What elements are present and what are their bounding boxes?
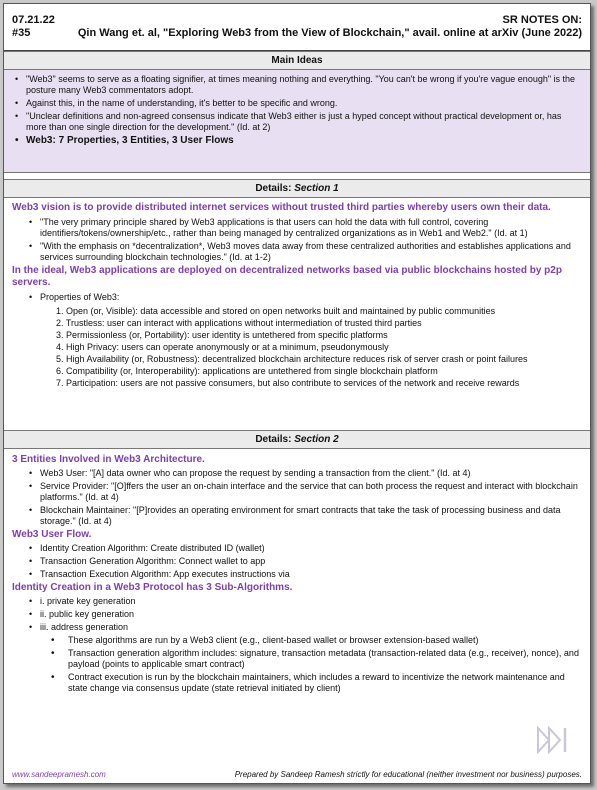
list-item: • ii. public key generation bbox=[26, 609, 586, 620]
list-item: • Blockchain Maintainer: "[P]rovides an operating environment for smart contracts that take the task of processing business and data storage." (Id. at 4) bbox=[26, 505, 586, 527]
list-item: • These algorithms are run by a Web3 client (e.g., client-based wallet or browser extension-based wallet) bbox=[48, 635, 586, 646]
list-item: • "Web3" seems to serve as a floating signifier, at times meaning nothing and everything. "You can't be wrong if you're vague enough" is the posture many Web3 commentators adopt. bbox=[12, 74, 582, 96]
list-item: • Web3 User: "[A] data owner who can propose the request by sending a transaction from the client." (Id. at 4) bbox=[26, 468, 586, 479]
section2-bar bbox=[4, 430, 590, 449]
note-number: #35 bbox=[12, 27, 31, 39]
header-right bbox=[78, 14, 582, 40]
section2-heading1: 3 Entities Involved in Web3 Architecture. bbox=[12, 454, 205, 465]
header-left bbox=[12, 14, 55, 40]
section2-heading2: Web3 User Flow. bbox=[12, 529, 92, 540]
section2-heading3: Identity Creation in a Web3 Protocol has 3 Sub-Algorithms. bbox=[12, 582, 293, 593]
list-item: 6. Compatibility (or, Interoperability): applications are untethered from single blockchain platform bbox=[56, 366, 438, 376]
list-item: • Transaction generation algorithm includes: signature, transaction metadata (transaction-related data (e.g., receiver), nonce), and payload (points to applicable smart contract) bbox=[48, 648, 586, 670]
section1-quotes bbox=[26, 217, 586, 263]
disclaimer: Prepared by Sandeep Ramesh strictly for educational (neither investment nor business) purposes. bbox=[234, 770, 582, 779]
section1-heading1: Web3 vision is to provide distributed internet services without trusted third parties whereby users own their data. bbox=[12, 202, 551, 213]
list-item: 2. Trustless: user can interact with applications without intermediation of trusted third parties bbox=[56, 318, 422, 328]
logo-icon bbox=[536, 726, 570, 754]
section1-bar-label: Section 1 bbox=[294, 183, 339, 194]
sub-algorithms-list bbox=[26, 596, 586, 633]
section1-body bbox=[12, 202, 586, 389]
list-item: • Identity Creation Algorithm: Create distributed ID (wallet) bbox=[26, 543, 586, 554]
notes-page bbox=[3, 3, 591, 784]
date: 07.21.22 bbox=[12, 14, 55, 26]
section1-bar-prefix: Details: bbox=[255, 183, 295, 194]
section2-body bbox=[12, 454, 586, 696]
properties-list bbox=[26, 292, 586, 303]
list-item: • iii. address generation bbox=[26, 622, 586, 633]
list-item: • "With the emphasis on *decentralization*, Web3 moves data away from these centralized authorities and establishes applications and services surrounding blockchain technologies." (Id. at 1-2) bbox=[26, 241, 586, 263]
main-ideas-list bbox=[12, 74, 582, 147]
main-ideas-box bbox=[4, 70, 590, 173]
citation: Qin Wang et. al, "Exploring Web3 from the View of Blockchain," avail. online at arXiv (June 2022) bbox=[77, 27, 582, 39]
section1-bar bbox=[4, 179, 590, 198]
website-link[interactable]: www.sandeepramesh.com bbox=[12, 770, 106, 779]
main-ideas-title: Main Ideas bbox=[271, 55, 323, 66]
properties-numbered bbox=[56, 305, 586, 389]
properties-label: • Properties of Web3: bbox=[26, 292, 586, 303]
list-item: • "Unclear definitions and non-agreed consensus indicate that Web3 either is just a hyped concept without practical development or, has more than one single direction for the development." (Id. at 2) bbox=[12, 111, 582, 133]
list-item: 3. Permissionless (or, Portability): user identity is untethered from specific platforms bbox=[56, 330, 388, 340]
list-item: • Against this, in the name of understanding, it's better to be specific and wrong. bbox=[12, 98, 582, 109]
user-flow-list bbox=[26, 543, 586, 580]
notes-label: SR NOTES ON: bbox=[502, 14, 582, 26]
list-item: • Contract execution is run by the blockchain maintainers, which includes a reward to incentivize the network maintenance and state change via consensus update (state retrieval initiated by client) bbox=[48, 672, 586, 694]
section1-heading2: In the ideal, Web3 applications are deployed on decentralized networks based via public blockchains hosted by p2p servers. bbox=[12, 265, 562, 288]
list-item: 5. High Availability (or, Robustness): decentralized blockchain architecture reduces risk of server crash or point failures bbox=[56, 354, 528, 364]
section2-bar-label: Section 2 bbox=[294, 434, 339, 445]
list-item: • Service Provider: "[O]ffers the user an on-chain interface and the service that can both process the request and interact with blockchain platforms." (Id. at 4) bbox=[26, 481, 586, 503]
list-item: • Web3: 7 Properties, 3 Entities, 3 User Flows bbox=[12, 135, 582, 147]
list-item: • "The very primary principle shared by Web3 applications is that users can hold the data with full control, covering identifiers/tokens/ownership/etc., rather than being managed by centralized organizations as in Web1 and Web2." (Id. at 1) bbox=[26, 217, 586, 239]
section2-bar-prefix: Details: bbox=[255, 434, 295, 445]
list-item: 1. Open (or, Visible): data accessible and stored on open networks built and maintained by public communities bbox=[56, 306, 496, 316]
main-ideas-bar bbox=[4, 51, 590, 70]
list-item: • Transaction Generation Algorithm: Connect wallet to app bbox=[26, 556, 586, 567]
list-item: • Transaction Execution Algorithm: App executes instructions via bbox=[26, 569, 586, 580]
list-item: 7. Participation: users are not passive consumers, but also contribute to services of the network and receive rewards bbox=[56, 378, 520, 388]
page-header bbox=[4, 4, 590, 51]
entities-list bbox=[26, 468, 586, 527]
list-item: 4. High Privacy: users can operate anonymously or at a minimum, pseudonymously bbox=[56, 342, 389, 352]
checkmark-list bbox=[48, 635, 586, 694]
list-item: • i. private key generation bbox=[26, 596, 586, 607]
